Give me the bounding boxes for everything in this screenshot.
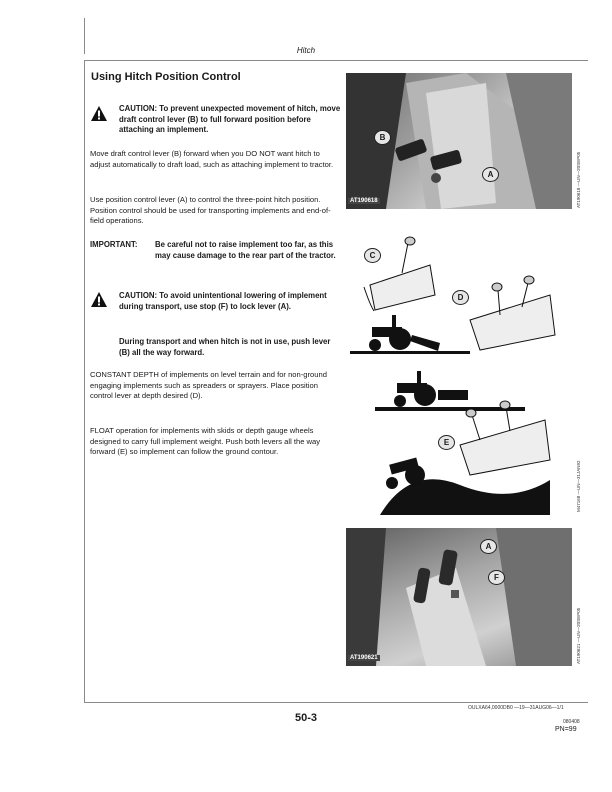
callout-f: F <box>488 570 505 585</box>
caution-text-1: CAUTION: To prevent unexpected movement of hitch, move draft control lever (B) to full forward position before attaching an implement. <box>119 104 341 134</box>
footer-small: 080408 <box>563 719 580 725</box>
figure-code-2: M47168 —UN—31JAN92 <box>576 460 581 512</box>
important-label: IMPORTANT: <box>90 240 138 249</box>
figure-lever-stop <box>346 528 572 666</box>
lever-photo-2-art <box>346 528 572 666</box>
callout-d: D <box>452 290 469 305</box>
paragraph-4: FLOAT operation for implements with skids or depth gauge wheels designed to carry full implement weight. Push both levers all the way forward (E) so implement can follow the ground contour. <box>90 426 321 456</box>
paragraph-1: Move draft control lever (B) forward when you DO NOT want hitch to adjust automatically to draft load, such as attaching implement to tractor. <box>90 149 334 169</box>
figure-draft-position-levers <box>346 73 572 209</box>
paragraph-3: CONSTANT DEPTH of implements on level terrain and for non-ground engaging implements such as spreaders or sprayers. Place position control lever at depth desired (D). <box>90 370 327 400</box>
drawings-art <box>350 235 572 515</box>
header-rule <box>84 60 588 61</box>
page-number: 50-3 <box>294 712 318 724</box>
important-text: Be careful not to raise implement too far, as this may cause damage to the rear part of the tractor. <box>155 240 336 260</box>
callout-e: E <box>438 435 455 450</box>
figure-hitch-operation-drawings <box>350 235 572 515</box>
figure-code-1: AT190618 —UN—20SEP05 <box>576 151 581 208</box>
warning-triangle-icon <box>91 106 107 121</box>
figure-code-3: AT190621 —UN—20SEP05 <box>576 607 581 664</box>
caution-text-2: CAUTION: To avoid unintentional lowering of implement during transport, use stop (F) to lock lever (A). <box>119 291 327 311</box>
figure-id-3: AT190621 <box>350 655 378 661</box>
warning-triangle-icon <box>91 292 107 307</box>
section-title: Using Hitch Position Control <box>91 71 241 83</box>
callout-c: C <box>364 248 381 263</box>
footer-rule <box>84 702 588 703</box>
figure-id-1: AT190618 <box>350 198 378 204</box>
caution-text-2b: During transport and when hitch is not in use, push lever (B) all the way forward. <box>119 337 331 357</box>
callout-a: A <box>482 167 499 182</box>
running-header: Hitch <box>296 46 316 55</box>
callout-b: B <box>374 130 391 145</box>
callout-a: A <box>480 539 497 554</box>
footer-code: OULXA64,0000DB0 —19—31AUG06—1/1 <box>468 705 564 711</box>
paragraph-2: Use position control lever (A) to control the three-point hitch position. Position control should be used for transporting implements and end-of-field operations. <box>90 195 331 225</box>
pn-number: PN=99 <box>555 726 577 733</box>
content-left-rule <box>84 60 85 702</box>
